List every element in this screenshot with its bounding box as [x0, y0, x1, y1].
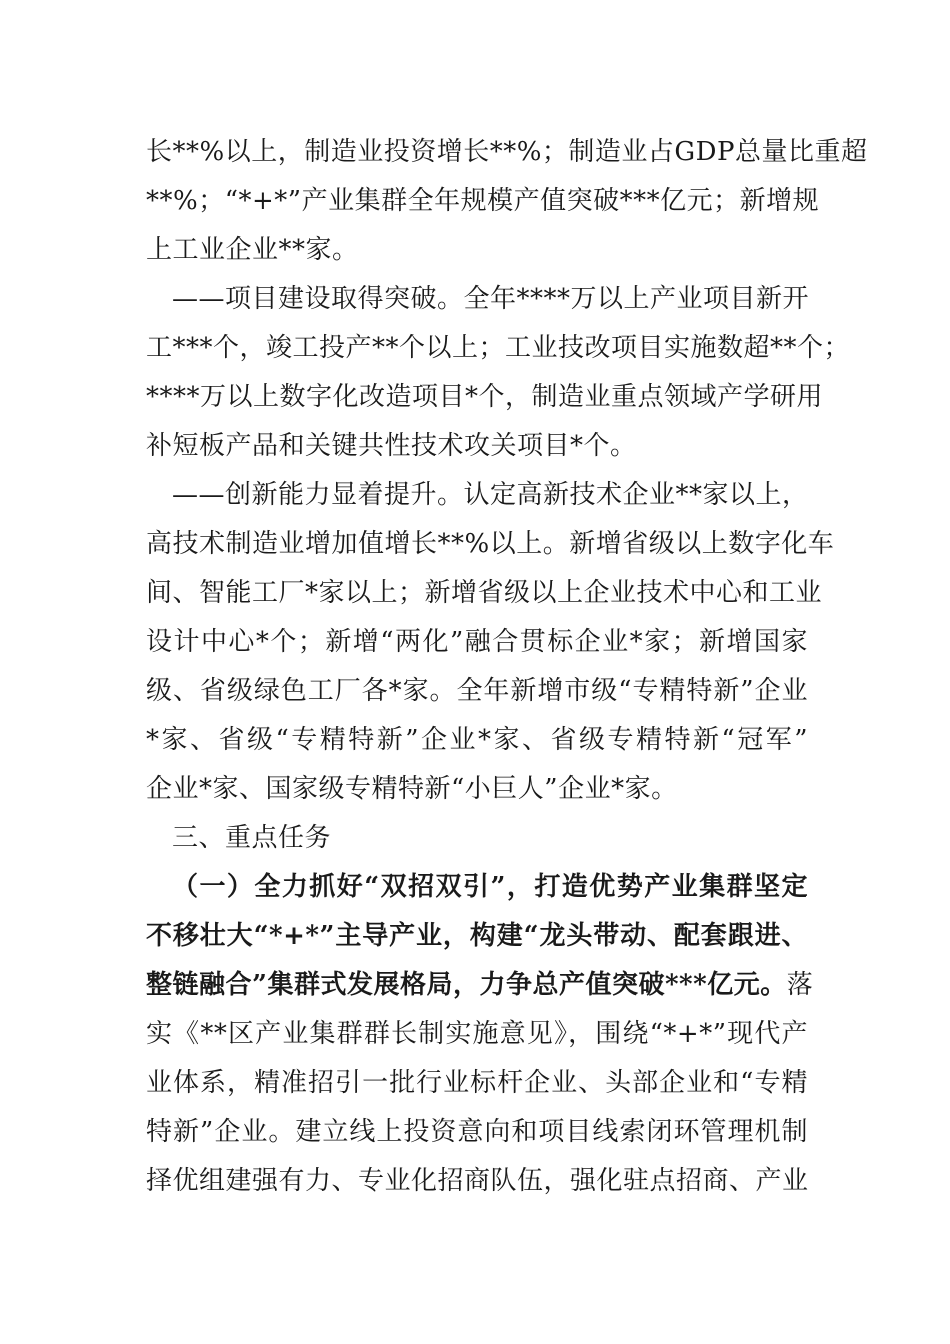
mixed-text-line: [146, 961, 814, 1010]
text-line: 设计中心*个；新增“两化”融合贯标企业*家；新增国家: [146, 627, 808, 657]
text-segment: 落: [786, 970, 814, 1000]
text-line: 企业*家、国家级专精特新“小巨人”企业*家。: [146, 774, 678, 804]
text-line: 高技术制造业增加值增长**%以上。新增省级以上数字化车: [146, 529, 835, 559]
text-line: 级、省级绿色工厂各*家。全年新增市级“专精特新”企业: [146, 676, 808, 706]
text-line: 择优组建强有力、专业化招商队伍，强化驻点招商、产业: [146, 1166, 809, 1196]
text-line: 补短板产品和关键共性技术攻关项目*个。: [146, 431, 637, 461]
bold-text-segment: 整链融合”集群式发展格局，力争总产值突破***亿元。: [146, 970, 787, 1000]
text-line: 间、智能工厂*家以上；新增省级以上企业技术中心和工业: [146, 578, 823, 608]
text-line: 工***个，竣工投产**个以上；工业技改项目实施数超**个；: [146, 333, 851, 363]
text-line: **%；“*+*”产业集群全年规模产值突破***亿元；新增规: [146, 186, 820, 216]
text-line: *家、省级“专精特新”企业*家、省级专精特新“冠军”: [146, 725, 808, 755]
bold-text-line: （一）全力抓好“双招双引”，打造优势产业集群坚定: [172, 872, 808, 902]
text-line: 业体系，精准招引一批行业标杆企业、头部企业和“专精: [146, 1068, 808, 1098]
bold-text-line: 不移壮大“*+*”主导产业，构建“龙头带动、配套跟进、: [146, 921, 808, 951]
document-body: [146, 128, 868, 1206]
text-line: 特新”企业。建立线上投资意向和项目线索闭环管理机制: [146, 1117, 808, 1147]
section-heading: 三、重点任务: [172, 823, 332, 853]
text-line: ——项目建设取得突破。全年****万以上产业项目新开: [172, 284, 810, 314]
text-line: 实《**区产业集群群长制实施意见》，围绕“*+*”现代产: [146, 1019, 808, 1049]
text-line: ——创新能力显着提升。认定高新技术企业**家以上，: [172, 480, 809, 510]
text-line: 长**%以上，制造业投资增长**%；制造业占GDP总量比重超: [146, 137, 868, 167]
text-line: 上工业企业**家。: [146, 235, 359, 265]
text-line: ****万以上数字化改造项目*个，制造业重点领域产学研用: [146, 382, 824, 412]
